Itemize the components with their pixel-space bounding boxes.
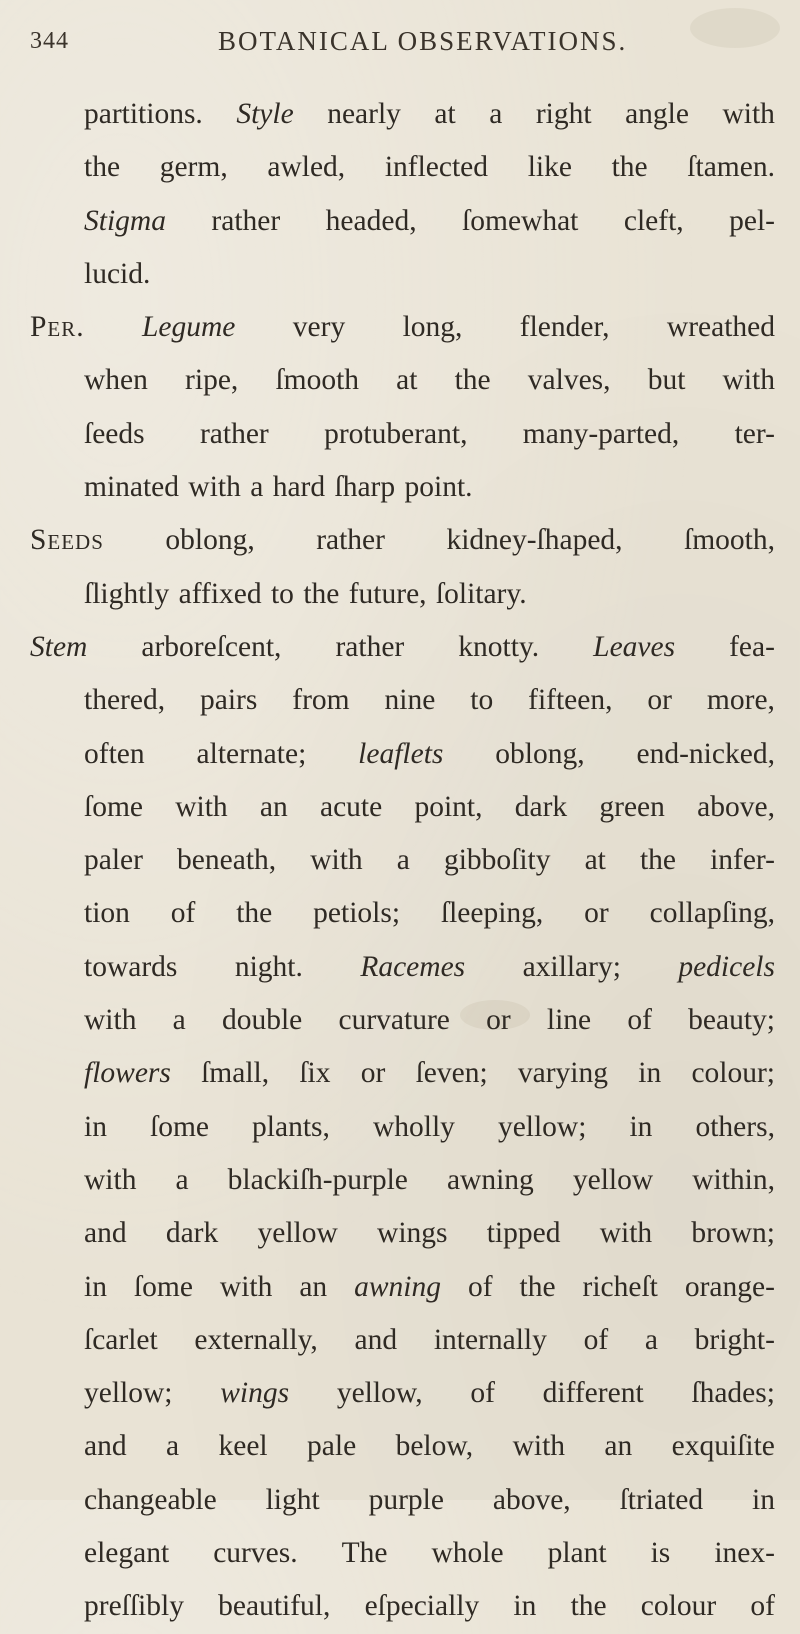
text-word: affixed: [178, 577, 262, 610]
text-word: ſtriated: [619, 1483, 704, 1516]
text-word: in: [84, 1110, 107, 1143]
text-word: keel: [218, 1430, 268, 1463]
text-word: ter-: [734, 417, 775, 450]
text-word: with: [310, 844, 363, 877]
text-word: a: [175, 1163, 189, 1196]
text-word: green: [599, 790, 665, 823]
text-line: [30, 1474, 775, 1527]
text-line: [30, 514, 775, 567]
text-word: whole: [431, 1537, 504, 1570]
text-word: Racemes: [360, 950, 466, 983]
text-word: tipped: [486, 1217, 561, 1250]
text-word: ſix: [299, 1057, 331, 1090]
text-word: rather: [316, 524, 385, 557]
text-line: [30, 1047, 775, 1100]
text-word: varying: [517, 1057, 609, 1090]
text-word: and: [84, 1430, 127, 1463]
text-line: [30, 941, 775, 994]
text-word: exquiſite: [671, 1430, 775, 1463]
text-word: elegant: [84, 1537, 170, 1570]
text-word: axillary;: [522, 950, 621, 983]
text-word: long,: [402, 311, 463, 344]
text-word: pale: [307, 1430, 357, 1463]
text-line: [30, 621, 775, 674]
text-word: yellow: [257, 1217, 338, 1250]
text-word: flender,: [519, 311, 610, 344]
text-word: of: [583, 1323, 609, 1356]
text-word: arboreſcent,: [141, 630, 282, 663]
text-line: [30, 781, 775, 834]
text-word: petiols;: [313, 897, 401, 930]
text-word: from: [292, 684, 350, 717]
text-word: the: [639, 844, 676, 877]
text-line: [30, 1207, 775, 1260]
text-word: oblong,: [165, 524, 255, 557]
text-word: curvature: [338, 1004, 450, 1037]
text-line: [30, 88, 775, 141]
text-word: in: [638, 1057, 662, 1090]
text-word: double: [221, 1004, 303, 1037]
text-word: tion: [84, 897, 130, 930]
text-word: ſtamen.: [687, 151, 775, 184]
text-word: externally,: [194, 1323, 318, 1356]
text-line: [30, 1101, 775, 1154]
text-word: curves.: [213, 1537, 298, 1570]
text-word: minated: [84, 471, 180, 504]
text-line: [30, 1367, 775, 1420]
text-word: of: [467, 1270, 493, 1303]
text-word: with: [175, 790, 228, 823]
text-word: with: [84, 1163, 137, 1196]
text-word: different: [542, 1377, 644, 1410]
page-header: [30, 22, 770, 62]
text-word: with: [512, 1430, 566, 1463]
text-word: the: [454, 364, 491, 397]
text-word: richeſt: [582, 1270, 658, 1303]
text-word: the: [519, 1270, 556, 1303]
text-word: with: [84, 1004, 137, 1037]
text-word: the: [84, 151, 121, 184]
text-word: inex-: [714, 1537, 775, 1570]
text-line: [30, 887, 775, 940]
text-word: awled,: [267, 151, 346, 184]
text-word: fifteen,: [528, 684, 613, 717]
text-word: below,: [395, 1430, 474, 1463]
text-word: a: [172, 1004, 186, 1037]
text-word: to: [470, 684, 494, 717]
text-word: ſharp: [334, 471, 396, 504]
text-word: but: [647, 364, 686, 397]
text-line: [30, 728, 775, 781]
text-word: ſomewhat: [462, 204, 579, 237]
text-word: leaflets: [358, 737, 444, 770]
text-word: angle: [625, 98, 689, 130]
text-word: plant: [547, 1537, 607, 1570]
text-word: in: [513, 1590, 537, 1623]
text-word: Seeds: [30, 524, 104, 557]
text-word: wreathed: [666, 311, 775, 344]
text-word: acute: [320, 790, 383, 823]
text-word: with: [188, 471, 241, 504]
text-word: yellow;: [84, 1377, 173, 1410]
text-line: [30, 195, 775, 248]
text-word: in: [84, 1270, 107, 1303]
text-word: infer-: [710, 844, 775, 877]
text-word: of: [627, 1004, 652, 1037]
text-word: often: [84, 737, 145, 770]
text-word: right: [535, 98, 592, 130]
text-word: of: [750, 1590, 775, 1623]
text-word: germ,: [159, 151, 228, 184]
text-word: valves,: [527, 364, 611, 397]
text-word: ſleeping,: [440, 897, 544, 930]
text-word: lucid.: [84, 257, 151, 290]
text-word: very: [292, 311, 346, 344]
text-word: gibboſity: [443, 844, 551, 877]
text-line: [30, 1580, 775, 1633]
text-word: alternate;: [196, 737, 307, 770]
text-word: oblong,: [495, 737, 585, 770]
text-word: at: [396, 364, 418, 397]
text-line: [30, 248, 775, 301]
text-word: a: [250, 471, 264, 504]
text-word: nine: [384, 684, 436, 717]
text-word: pairs: [200, 684, 258, 717]
text-word: kidney-ſhaped,: [446, 524, 623, 557]
text-word: or: [360, 1057, 386, 1090]
text-word: the: [303, 577, 340, 610]
text-word: within,: [692, 1163, 775, 1196]
text-word: line: [546, 1004, 592, 1037]
text-word: with: [722, 364, 775, 397]
text-word: others,: [695, 1110, 775, 1143]
text-word: flowers: [84, 1057, 171, 1090]
text-word: and: [354, 1323, 398, 1356]
text-word: towards: [84, 950, 178, 983]
text-word: partitions.: [84, 98, 203, 130]
text-word: end-nicked,: [636, 737, 775, 770]
text-word: awning: [446, 1163, 534, 1196]
text-word: beauty;: [688, 1004, 775, 1037]
text-line: [30, 1261, 775, 1314]
text-word: Stem: [30, 630, 88, 663]
text-word: many-parted,: [522, 417, 680, 450]
text-word: beautiful,: [218, 1590, 331, 1623]
text-word: beneath,: [177, 844, 277, 877]
text-word: internally: [433, 1323, 547, 1356]
text-word: plants,: [252, 1110, 330, 1143]
text-word: changeable: [84, 1483, 217, 1516]
text-word: and: [84, 1217, 127, 1250]
text-word: the: [570, 1590, 607, 1623]
text-word: cleft,: [623, 204, 684, 237]
text-word: the: [236, 897, 273, 930]
text-word: of: [470, 1377, 495, 1410]
text-line: [30, 674, 775, 727]
text-word: future,: [348, 577, 427, 610]
text-word: ripe,: [185, 364, 239, 397]
text-word: Leaves: [593, 630, 676, 663]
text-word: like: [527, 151, 572, 184]
text-word: headed,: [325, 204, 417, 237]
text-word: more,: [706, 684, 775, 717]
text-word: ſeven;: [415, 1057, 488, 1090]
text-word: in: [629, 1110, 653, 1143]
text-word: hard: [272, 471, 326, 504]
text-word: infleсted: [384, 151, 489, 184]
text-line: [30, 1154, 775, 1207]
text-word: of: [170, 897, 196, 930]
text-word: paler: [84, 844, 143, 877]
text-word: rather: [211, 204, 281, 237]
text-word: orange-: [684, 1270, 775, 1303]
text-word: yellow,: [336, 1377, 423, 1410]
text-word: Legume: [142, 311, 236, 344]
text-word: ſhades;: [691, 1377, 775, 1410]
text-word: brown;: [691, 1217, 775, 1250]
text-line: [30, 834, 775, 887]
text-line: [30, 408, 775, 461]
text-word: dark: [165, 1217, 219, 1250]
text-word: blackiſh-purple: [227, 1163, 408, 1196]
text-word: Per.: [30, 311, 85, 344]
text-word: ſome: [150, 1110, 209, 1143]
text-word: ſmooth,: [684, 524, 775, 557]
text-line: [30, 301, 775, 354]
text-word: collapſing,: [649, 897, 775, 930]
text-word: in: [752, 1483, 775, 1516]
page-number: 344: [30, 28, 69, 54]
text-word: ſmall,: [201, 1057, 270, 1090]
text-word: pel-: [729, 204, 775, 237]
text-word: at: [584, 844, 606, 877]
text-word: pedicels: [678, 950, 775, 983]
text-word: rather: [199, 417, 269, 450]
text-word: night.: [234, 950, 303, 983]
text-line: [30, 568, 775, 621]
text-word: above,: [492, 1483, 571, 1516]
text-line: [30, 994, 775, 1047]
text-word: a: [489, 98, 503, 130]
text-word: or: [584, 897, 609, 930]
text-word: or: [647, 684, 672, 717]
text-word: or: [486, 1004, 511, 1037]
text-word: bright-: [694, 1323, 775, 1356]
text-word: ſeeds: [84, 417, 145, 450]
text-word: ſcarlet: [84, 1323, 158, 1356]
text-word: colour: [640, 1590, 717, 1623]
text-word: at: [434, 98, 456, 130]
text-word: ſlightly: [84, 577, 170, 610]
text-word: ſome: [84, 790, 143, 823]
text-line: [30, 1314, 775, 1367]
text-word: to: [270, 577, 294, 610]
text-word: an: [259, 790, 288, 823]
text-word: dark: [514, 790, 568, 823]
text-line: [30, 141, 775, 194]
text-word: light: [265, 1483, 320, 1516]
text-word: yellow;: [497, 1110, 587, 1143]
text-line: [30, 1420, 775, 1473]
text-word: the: [611, 151, 648, 184]
text-word: wings: [220, 1377, 290, 1410]
text-word: a: [166, 1430, 180, 1463]
text-word: with: [599, 1217, 653, 1250]
text-word: ſome: [133, 1270, 193, 1303]
text-word: wings: [377, 1217, 448, 1250]
text-line: [30, 1527, 775, 1580]
text-word: is: [650, 1537, 671, 1570]
text-word: preſſibly: [84, 1590, 184, 1623]
text-word: an: [299, 1270, 328, 1303]
text-word: an: [604, 1430, 633, 1463]
text-word: fea-: [729, 630, 775, 663]
text-word: eſpecially: [364, 1590, 480, 1623]
text-word: ſmooth: [275, 364, 360, 397]
text-line: [30, 461, 775, 514]
text-word: a: [396, 844, 410, 877]
text-word: protuberant,: [324, 417, 468, 450]
text-word: point.: [404, 471, 473, 504]
text-word: rather: [335, 630, 405, 663]
text-word: a: [644, 1323, 658, 1356]
text-word: wholly: [372, 1110, 455, 1143]
text-word: The: [341, 1537, 388, 1570]
running-head: BOTANICAL OBSERVATIONS.: [218, 26, 628, 56]
text-word: colour;: [691, 1057, 775, 1090]
text-word: Stigma: [84, 204, 166, 237]
text-word: nearly: [327, 98, 401, 130]
text-word: point,: [414, 790, 483, 823]
text-word: Style: [236, 98, 294, 130]
text-word: with: [722, 98, 775, 130]
text-word: ſolitary.: [435, 577, 527, 610]
text-word: purple: [368, 1483, 444, 1516]
text-word: knotty.: [458, 630, 540, 663]
text-word: yellow: [572, 1163, 654, 1196]
body-text: [30, 88, 775, 1634]
text-word: above,: [697, 790, 775, 823]
text-word: thered,: [84, 684, 166, 717]
text-word: with: [219, 1270, 273, 1303]
text-word: awning: [354, 1270, 441, 1303]
text-word: when: [84, 364, 148, 397]
text-line: [30, 354, 775, 407]
